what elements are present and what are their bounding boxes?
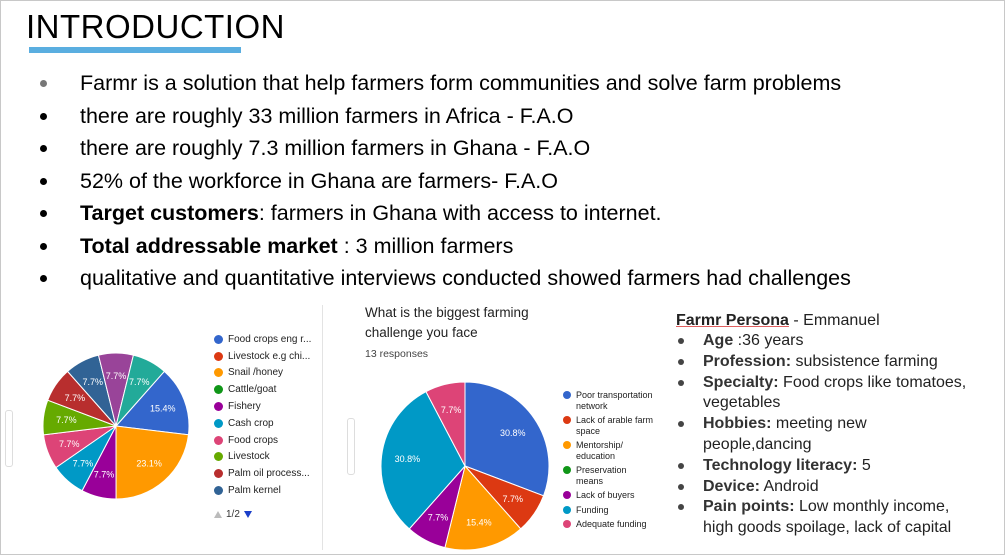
bullet-text: qualitative and quantitative interviews conducted showed farmers had challenges [80, 266, 851, 290]
pie-slice-label: 7.7% [128, 376, 150, 387]
pie-slice-label: 30.8% [394, 454, 421, 465]
legend-item[interactable] [214, 482, 311, 499]
legend-label: Funding [576, 504, 609, 515]
persona-section [676, 311, 976, 539]
pager-up-icon[interactable] [214, 511, 222, 518]
legend-item[interactable] [563, 415, 656, 436]
bullet-bold-text: Total addressable market [80, 233, 338, 258]
persona-item-value: 5 [857, 456, 871, 474]
persona-item-value: subsistence farming [791, 352, 938, 370]
pie-slice-label: 7.7% [64, 392, 86, 403]
pie-slice-label: 7.7% [502, 494, 523, 505]
persona-bullet-icon [678, 484, 684, 490]
persona-item-label: Pain points: [703, 498, 795, 516]
persona-bullet-icon [678, 421, 684, 427]
bullet-text: there are roughly 33 million farmers in Africa - F.A.O [80, 103, 574, 128]
legend-item[interactable] [214, 348, 311, 365]
persona-bullet-icon [678, 380, 684, 386]
legend-label: Snail /honey [228, 367, 284, 379]
bullet-text: there are roughly 7.3 million farmers in Ghana - F.A.O [80, 136, 591, 160]
persona-item-label: Profession: [703, 352, 792, 370]
legend-item[interactable] [214, 432, 311, 449]
legend-label: Lack of buyers [576, 490, 635, 500]
pie-slice-label: 7.7% [427, 512, 449, 523]
persona-item [676, 352, 976, 373]
response-count: 13 responses [365, 348, 429, 360]
persona-item-value: Android [759, 477, 819, 495]
persona-item-label: Age [703, 332, 734, 349]
legend-item[interactable] [214, 465, 311, 482]
pager-text: 1/2 [226, 509, 240, 520]
pie-slice-label: 15.4% [149, 403, 176, 414]
slide-title: INTRODUCTION [26, 8, 285, 45]
pager-down-icon[interactable] [244, 511, 252, 518]
legend-swatch-icon [563, 466, 571, 474]
legend-item[interactable] [214, 365, 311, 382]
legend-label: Preservation means [576, 465, 627, 486]
pie-slice-label: 7.7% [59, 438, 80, 449]
challenge-chart-title: What is the biggest farming challenge you face [365, 305, 529, 340]
persona-item-value: meeting new people,dancing [703, 415, 867, 453]
legend-swatch-icon [214, 368, 223, 377]
pie-slice-label: 7.7% [82, 376, 103, 387]
legend-swatch-icon [214, 436, 223, 445]
persona-heading [676, 311, 976, 331]
pie-slice-label: 30.8% [499, 428, 526, 439]
persona-item-value: Low monthly income, high goods spoilage, lack of capital [703, 498, 952, 537]
persona-item [676, 373, 976, 415]
persona-bullet-icon [678, 504, 684, 510]
legend-label: Cattle/goat [228, 384, 277, 396]
persona-item [676, 477, 976, 498]
persona-item [676, 497, 976, 539]
legend-label: Livestock [228, 451, 270, 463]
legend-label: Lack of arable farm space [576, 415, 654, 436]
persona-heading-bold: Farmr Persona [676, 312, 789, 329]
persona-list [676, 331, 976, 539]
bullet-text: 52% of the workforce in Ghana are farmers- F.A.O [80, 168, 558, 193]
legend-swatch-icon [563, 391, 571, 399]
persona-item-label: Device: [703, 477, 760, 495]
legend-swatch-icon [563, 416, 571, 424]
legend-swatch-icon [214, 452, 223, 461]
pie-slice-label: 7.7% [440, 404, 462, 415]
legend-item[interactable] [563, 490, 656, 501]
persona-item-label: Hobbies: [703, 415, 772, 433]
legend-item[interactable] [563, 440, 656, 461]
persona-bullet-icon [678, 463, 684, 469]
pie-slice-label: 7.7% [93, 469, 115, 480]
persona-item-value: Food crops like tomatoes, vegetables [703, 373, 967, 412]
persona-item [676, 456, 976, 477]
legend-label: Food crops eng r... [228, 333, 312, 345]
legend-item[interactable] [214, 398, 311, 415]
legend-item[interactable] [214, 415, 311, 432]
pie-slice-label: 15.4% [466, 517, 492, 528]
legend-swatch-icon [214, 419, 223, 428]
persona-item [676, 414, 976, 456]
legend-pager[interactable] [214, 509, 252, 520]
persona-item-label: Specialty: [703, 373, 779, 391]
legend-item[interactable] [214, 449, 311, 466]
persona-item-label: Technology literacy: [703, 456, 858, 474]
pie-slice-label: 23.1% [136, 458, 162, 469]
pie-slice-label: 7.7% [56, 415, 77, 426]
legend-label: Food crops [228, 434, 279, 446]
legend-item[interactable] [563, 519, 656, 530]
legend-item[interactable] [214, 381, 311, 398]
persona-item-value: :36 years [733, 332, 804, 349]
persona-heading-name: - Emmanuel [788, 312, 880, 329]
legend-label: Adequate funding [576, 519, 647, 529]
persona-bullet-icon [678, 338, 684, 344]
legend-label: Fishery [228, 401, 261, 413]
legend-swatch-icon [563, 491, 571, 499]
bullet-text: Farmr is a solution that help farmers form communities and solve farm problems [80, 71, 842, 95]
legend-swatch-icon [214, 402, 223, 411]
legend-label: Mentorship/ education [576, 440, 624, 461]
legend-label: Cash crop [228, 417, 274, 429]
bullet-text: : farmers in Ghana with access to internet. [258, 201, 662, 225]
bullet-text: : 3 million farmers [337, 233, 514, 258]
legend-item[interactable] [214, 331, 311, 348]
legend-label: Palm kernel [228, 485, 281, 497]
legend-swatch-icon [214, 469, 223, 478]
persona-bullet-icon [678, 359, 684, 365]
pie-slice-label: 7.7% [72, 458, 94, 469]
legend-item[interactable] [563, 465, 656, 486]
persona-item [676, 331, 976, 352]
legend-swatch-icon [214, 385, 223, 394]
farming-type-legend [214, 331, 311, 499]
challenge-legend [563, 390, 656, 534]
legend-swatch-icon [563, 441, 571, 449]
legend-item[interactable] [563, 390, 656, 411]
legend-item[interactable] [563, 505, 656, 516]
legend-swatch-icon [563, 520, 571, 528]
legend-swatch-icon [214, 486, 223, 495]
legend-swatch-icon [214, 352, 223, 361]
bullet-bold-text: Target customers [80, 201, 259, 225]
legend-label: Poor transportation network [576, 390, 653, 411]
legend-swatch-icon [563, 506, 571, 514]
legend-label: Livestock e.g chi... [228, 350, 311, 362]
pie-slice-label: 7.7% [105, 371, 127, 382]
legend-swatch-icon [214, 335, 223, 344]
legend-label: Palm oil process... [228, 468, 310, 480]
